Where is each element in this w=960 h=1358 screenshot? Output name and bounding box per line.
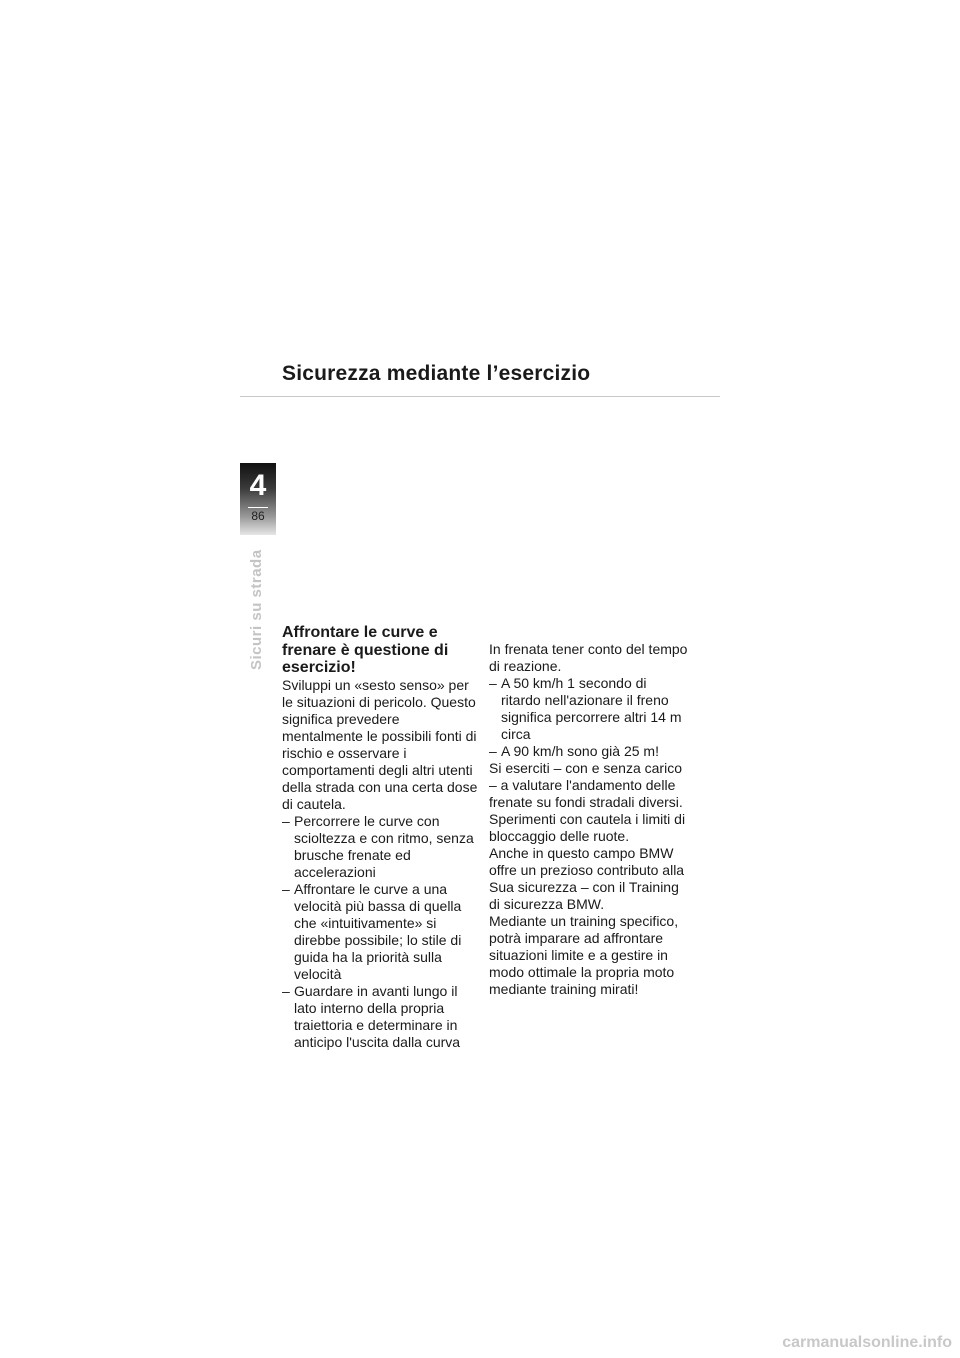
left-column xyxy=(282,624,482,1051)
list-item: – Guardare in avanti lungo il lato interno della propria traiettoria e determinare in anticipo l'uscita dalla curva xyxy=(282,983,482,1051)
title-divider xyxy=(240,396,720,397)
list-item: – A 50 km/h 1 secondo di ritardo nell'azionare il freno significa percorrere altri 14 m circa xyxy=(489,675,689,743)
list-item: – Affrontare le curve a una velocità più bassa di quella che «intuitivamente» si direbbe possibile; lo stile di guida ha la priorità sulla velocità xyxy=(282,881,482,983)
chapter-tab xyxy=(240,463,276,535)
cornering-tips-list xyxy=(282,813,482,1051)
page-title: Sicurezza mediante l’esercizio xyxy=(282,362,591,385)
chapter-number: 4 xyxy=(249,469,267,502)
list-item: – Percorrere le curve con scioltezza e con ritmo, senza brusche frenate ed accelerazioni xyxy=(282,813,482,881)
braking-intro: In frenata tener conto del tempo di reazione. xyxy=(489,641,688,674)
chapter-divider xyxy=(248,507,268,508)
section-heading: Affrontare le curve e frenare è questione di esercizio! xyxy=(282,624,449,676)
list-item: – A 90 km/h sono già 25 m! xyxy=(489,743,689,760)
bmw-offer-paragraph: Anche in questo campo BMW offre un prezioso contributo alla Sua sicurezza – con il Training di sicurezza BMW. xyxy=(489,845,685,912)
watermark: carmanualsonline.info xyxy=(782,1334,952,1351)
practice-paragraph: Si eserciti – con e senza carico – a valutare l'andamento delle frenate su fondi stradali diversi. Sperimenti con cautela i limiti di bloccaggio delle ruote. xyxy=(489,760,686,844)
section-side-label: Sicuri su strada xyxy=(248,549,265,670)
braking-distance-list xyxy=(489,675,689,760)
page-number: 86 xyxy=(251,509,265,523)
right-column xyxy=(489,641,689,998)
training-paragraph: Mediante un training specifico, potrà imparare ad affrontare situazioni limite e a gestire in modo ottimale la propria moto mediante training mirati! xyxy=(489,913,679,997)
intro-paragraph: Sviluppi un «sesto senso» per le situazioni di pericolo. Questo significa prevedere mentalmente le possibili fonti di rischio e osservare i comportamenti degli altri utenti della strada con una certa dose di cautela. xyxy=(282,676,478,812)
